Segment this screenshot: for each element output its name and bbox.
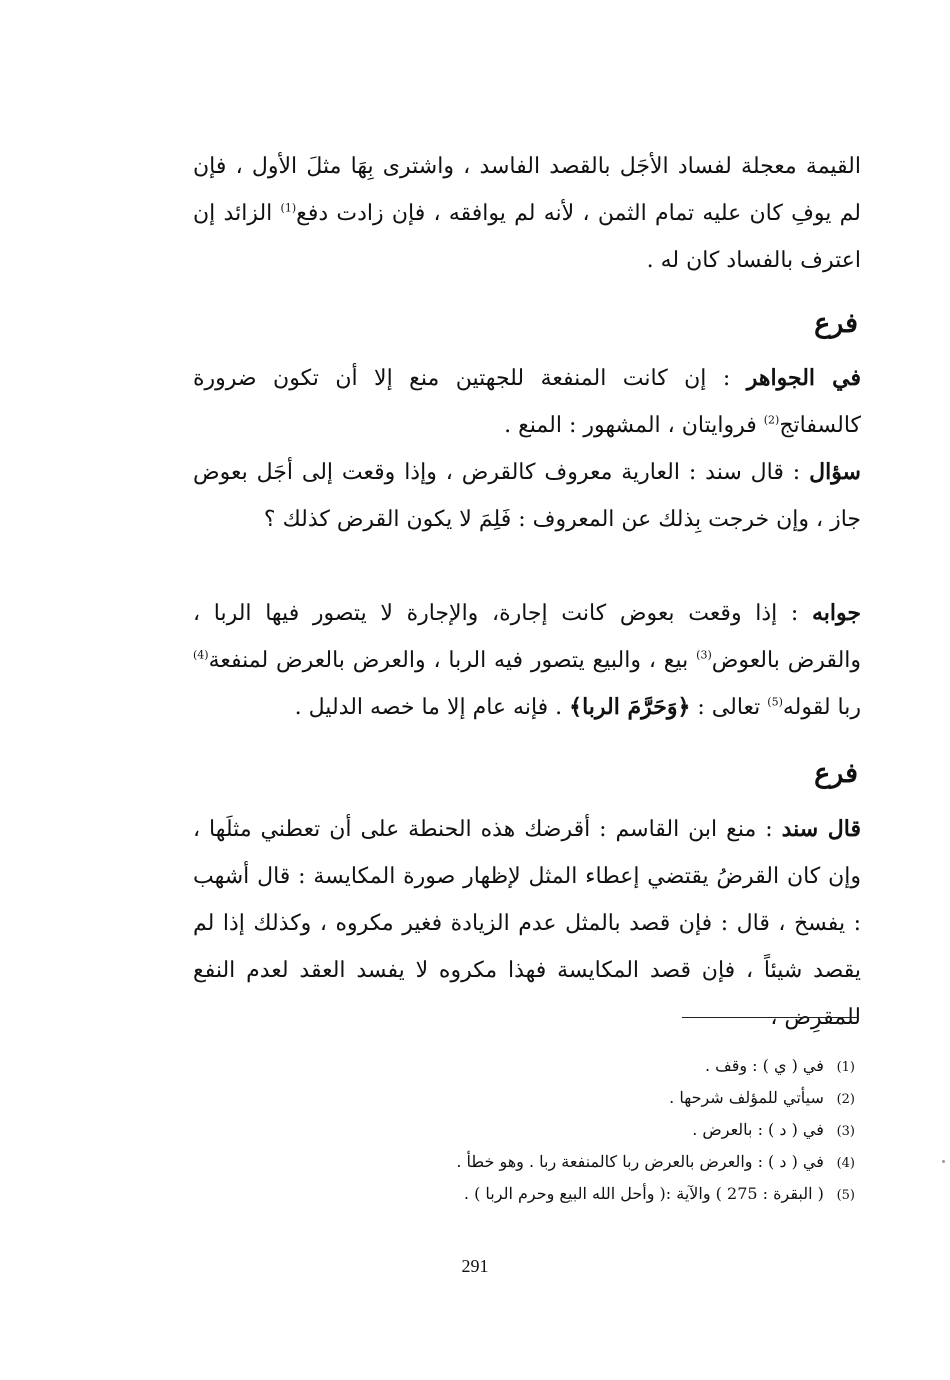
opening-paragraph (193, 143, 861, 284)
quran-verse: ﴿وَحَرَّمَ الربا﴾ (569, 694, 691, 720)
paragraph-text: . فإنه عام إلا ما خصه الدليل . (294, 695, 570, 720)
answer-paragraph (193, 590, 861, 731)
paragraph-lead: قال سند (781, 816, 861, 842)
paragraph-lead: في الجواهر (746, 365, 862, 391)
paragraph-text: : منع ابن القاسم : أقرضك هذه الحنطة على أن تعطني مثلَها ، وإن كان القرضُ يقتضي إعطاء المثل لإظهار صورة المكايسة : قال أشهب : يفسخ ، قال : فإن قصد بالمثل عدم الزيادة فغير مكروه ، وكذلك إذا لم يقصد شيئاً ، فإن قصد المكايسة فهذا مكروه لا يفسد العقد لعدم النفع للمقرِض ، (193, 817, 861, 1030)
footnote-number: (5) (836, 1188, 855, 1203)
section-heading: فرع (814, 308, 858, 339)
footnote-number: (1) (836, 1060, 855, 1075)
footnote-separator (682, 1017, 858, 1018)
footnote-ref-5[interactable]: (5) (767, 695, 783, 709)
paragraph-text: : إن كانت المنفعة للجهتين منع إلا أن تكون ضرورة كالسفاتج (193, 366, 861, 438)
jawahir-paragraph (193, 355, 861, 449)
footnote-number: (3) (836, 1124, 855, 1139)
paragraph-text: : قال سند : العارية معروف كالقرض ، وإذا وقعت إلى أجَل بعوض جاز ، وإن خرجت بِذلك عن المعروف : فَلِمَ لا يكون القرض كذلك ؟ (193, 460, 861, 532)
paragraph-text: القيمة معجلة لفساد الأجَل بالقصد الفاسد ، واشترى بِهَا مثلَ الأول ، فإن لم يوفِ كان عليه تمام الثمن ، لأنه لم يوافقه ، فإن زادت دفع (193, 154, 861, 226)
footnote (300, 1146, 855, 1178)
footnote-text: في ( د ) : بالعرض . (692, 1120, 824, 1139)
paragraph-text: الزائد إن اعترف بالفساد كان له . (193, 201, 861, 273)
footnote-text: ( البقرة : 275 ) والآية :( وأحل الله البيع وحرم الربا ) . (463, 1184, 824, 1203)
footnote (300, 1178, 855, 1210)
footnote-ref-2[interactable]: (2) (763, 413, 780, 427)
paragraph-text: ربا لقوله (782, 695, 861, 720)
footnote-number: (2) (836, 1092, 855, 1107)
footnotes-list (300, 1050, 855, 1210)
paragraph-text: فروايتان ، المشهور : المنع . (504, 413, 764, 438)
sanad-paragraph (193, 806, 861, 1041)
footnote-number: (4) (836, 1156, 855, 1171)
footnote-ref-3[interactable]: (3) (696, 648, 712, 662)
page-number: 291 (461, 1256, 489, 1276)
paragraph-text: : إذا وقعت بعوض كانت إجارة، والإجارة لا يتصور فيها الربا ، والقرض بالعوض (193, 601, 862, 673)
footnote-text: سيأتي للمؤلف شرحها . (669, 1088, 824, 1107)
paragraph-lead: جوابه (812, 600, 861, 626)
section-heading: فرع (814, 758, 858, 789)
footnote (300, 1082, 855, 1114)
footnote-ref-4[interactable]: (4) (193, 648, 209, 662)
question-paragraph (193, 449, 861, 543)
footnote (300, 1114, 855, 1146)
scan-speck (942, 1160, 945, 1163)
footnote-ref-1[interactable]: (1) (280, 201, 297, 215)
paragraph-text: بيع ، والبيع يتصور فيه الربا ، والعرض بالعرض لمنفعة (208, 648, 697, 673)
footnote-text: في ( د ) : والعرض بالعرض ربا كالمنفعة ربا . وهو خطأ . (456, 1152, 824, 1171)
paragraph-text: تعالى : (690, 695, 768, 720)
footnote-text: في ( ي ) : وقف . (704, 1056, 824, 1075)
paragraph-lead: سؤال (809, 459, 861, 485)
footnote (300, 1050, 855, 1082)
